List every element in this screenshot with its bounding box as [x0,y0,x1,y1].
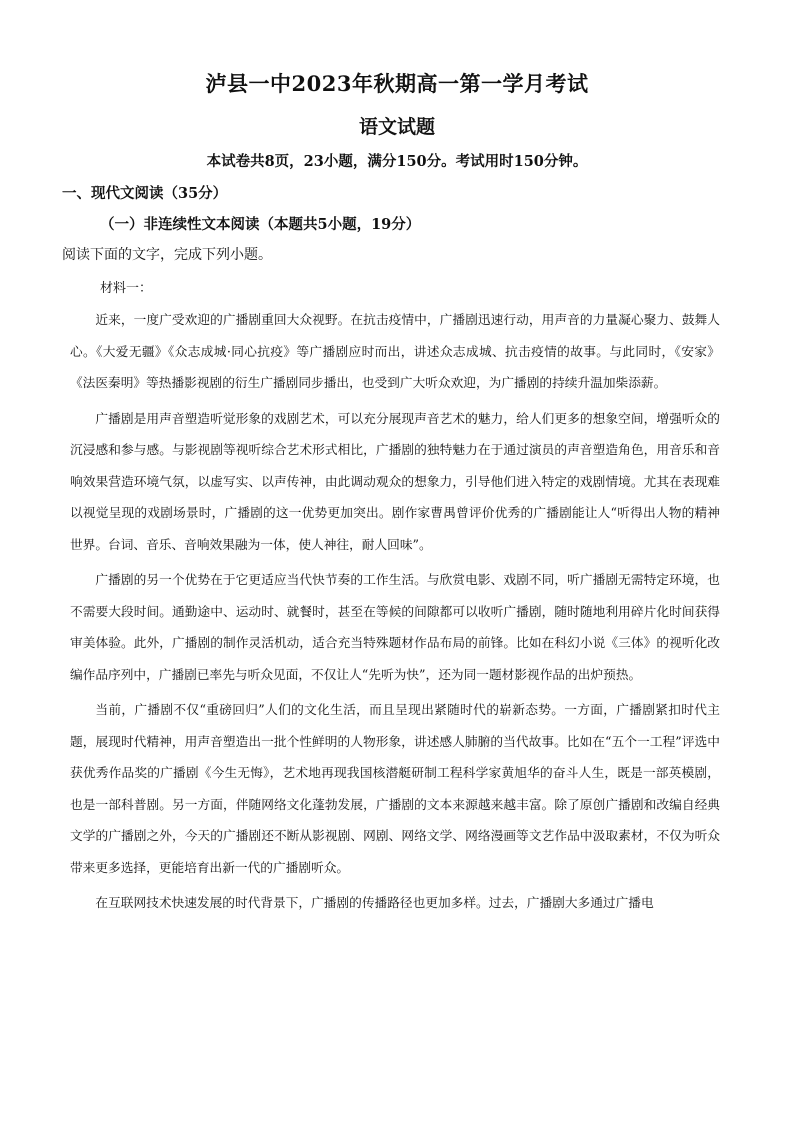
paragraph: 当前，广播剧不仅“重磅回归”人们的文化生活，而且呈现出紧随时代的崭新态势。一方面，广播剧紧扣时代主题，展现时代精神，用声音塑造出一批个性鲜明的人物形象，讲述感人肺腑的当代故事。比如在“五个一工程”评选中获优秀作品奖的广播剧《今生无悔》，艺术地再现我国核潜艇研制工程科学家黄旭华的奋斗人生，既是一部英模剧，也是一部科普剧。另一方面，伴随网络文化蓬勃发展，广播剧的文本来源越来越丰富。除了原创广播剧和改编自经典文学的广播剧之外，今天的广播剧还不断从影视剧、网剧、网络文学、网络漫画等文艺作品中汲取素材，不仅为听众带来更多选择，更能培育出新一代的广播剧听众。 [70,702,720,875]
paragraph: 近来，一度广受欢迎的广播剧重回大众视野。在抗击疫情中，广播剧迅速行动，用声音的力量凝心聚力、鼓舞人心。《大爱无疆》《众志成城·同心抗疫》等广播剧应时而出，讲述众志成城、抗击疫情的故事。与此同时，《安家》《法医秦明》等热播影视剧的衍生广播剧同步播出，也受到广大听众欢迎，为广播剧的持续升温加柴添薪。 [70,312,720,390]
subsection-heading: （一）非连续性文本阅读（本题共5小题，19分） [100,216,421,233]
material-label: 材料一： [100,281,153,296]
exam-subtitle: 语文试题 [358,116,435,138]
paragraph: 广播剧的另一个优势在于它更适应当代快节奏的工作生活。与欣赏电影、戏剧不同，听广播剧无需特定环境，也不需要大段时间。通勤途中、运动时、就餐时，甚至在等候的间隙都可以收听广播剧，随时随地利用碎片化时间获得审美体验。此外，广播剧的制作灵活机动，适合充当特殊题材作品布局的前锋。比如在科幻小说《三体》的视听化改编作品序列中，广播剧已率先与听众见面，不仅让人“先听为快”，还为同一题材影视作品的出炉预热。 [70,572,720,682]
exam-title: 泸县一中2023年秋期高一第一学月考试 [205,71,589,96]
paragraph: 在互联网技术快速发展的时代背景下，广播剧的传播路径也更加多样。过去，广播剧大多通过广播电 [95,895,654,910]
paragraph: 广播剧是用声音塑造听觉形象的戏剧艺术，可以充分展现声音艺术的魅力，给人们更多的想象空间，增强听众的沉浸感和参与感。与影视剧等视听综合艺术形式相比，广播剧的独特魅力在于通过演员的声音塑造角色，用音乐和音响效果营造环境气氛，以虚写实、以声传神，由此调动观众的想象力，引导他们进入特定的戏剧情境。尤其在表现难以视觉呈现的戏剧场景时，广播剧的这一优势更加突出。剧作家曹禺曾评价优秀的广播剧能让人“听得出人物的精神世界。台词、音乐、音响效果融为一体，使人神往，耐人回味”。 [70,410,720,552]
reading-instruction: 阅读下面的文字，完成下列小题。 [62,247,272,263]
passage-body [70,304,720,923]
exam-info: 本试卷共8页，23小题，满分150分。考试用时150分钟。 [206,153,588,170]
section-heading: 一、现代文阅读（35分） [62,185,228,202]
